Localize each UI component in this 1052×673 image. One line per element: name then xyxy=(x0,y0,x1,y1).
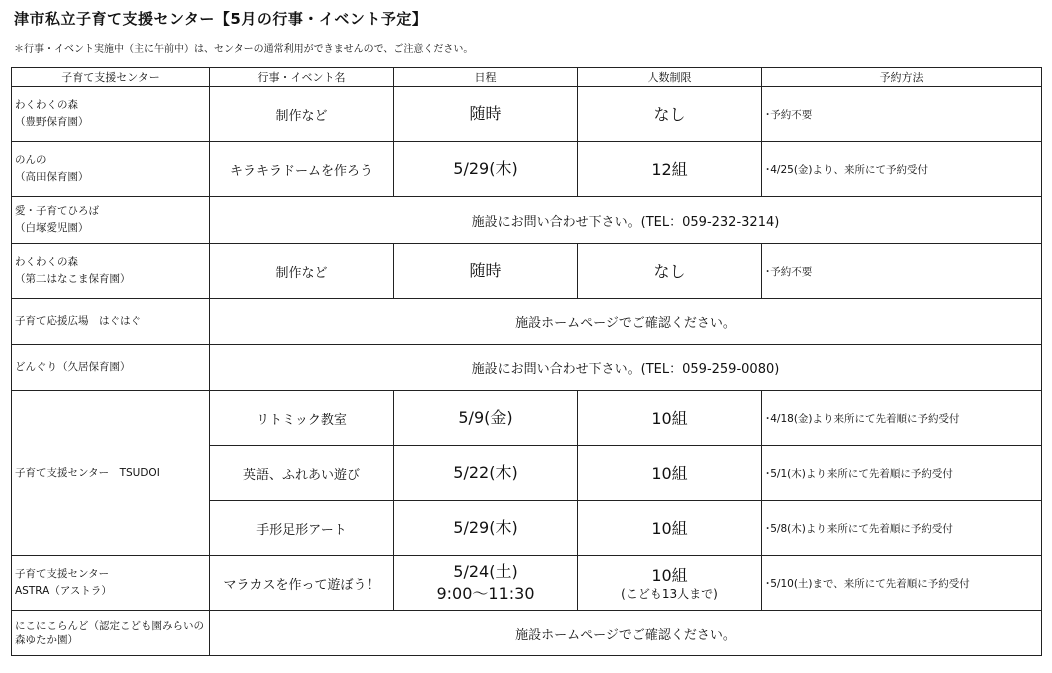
event-capacity: 10組 xyxy=(578,446,762,501)
center-cell xyxy=(12,611,210,656)
contact-notice: 施設にお問い合わせ下さい。(TEL：059-259-0080) xyxy=(210,345,1042,391)
event-reservation: ･予約不要 xyxy=(762,244,1042,299)
center-cell xyxy=(12,391,210,556)
event-capacity: なし xyxy=(578,244,762,299)
center-name: にこにこらんど（認定こども園みらいの森ゆたか園） xyxy=(15,620,204,646)
homepage-notice: 施設ホームページでご確認ください。 xyxy=(210,611,1042,656)
center-cell xyxy=(12,299,210,345)
event-reservation: ･5/8(木)より来所にて先着順に予約受付 xyxy=(762,501,1042,556)
event-name: 手形足形アート xyxy=(210,501,394,556)
center-cell xyxy=(12,345,210,391)
event-capacity: 10組 xyxy=(651,565,688,585)
contact-notice: 施設にお問い合わせ下さい。(TEL：059-232-3214) xyxy=(210,197,1042,244)
center-facility: （豊野保育園） xyxy=(15,116,89,128)
header-reservation: 予約方法 xyxy=(762,68,1042,87)
center-name: わくわくの森 xyxy=(15,99,78,111)
event-name: 制作など xyxy=(210,244,394,299)
center-cell xyxy=(12,142,210,197)
event-date: 5/29(木) xyxy=(394,142,578,197)
page-title: 津市私立子育て支援センター【5月の行事・イベント予定】 xyxy=(14,10,428,28)
header-center: 子育て支援センター xyxy=(12,68,210,87)
event-date: 随時 xyxy=(394,244,578,299)
event-capacity: なし xyxy=(578,87,762,142)
center-name: 子育て応援広場 はぐはぐ xyxy=(15,315,141,327)
event-date: 5/22(木) xyxy=(394,446,578,501)
center-facility: （白塚愛児園） xyxy=(15,222,89,234)
table-header-row xyxy=(12,68,1042,87)
event-date: 5/24(土) xyxy=(453,562,518,581)
center-name: のんの xyxy=(15,154,47,166)
center-name: 子育て支援センター TSUDOI xyxy=(15,466,160,479)
schedule-table xyxy=(11,67,1042,656)
event-name: 英語、ふれあい遊び xyxy=(210,446,394,501)
event-capacity: 12組 xyxy=(578,142,762,197)
center-facility: （高田保育園） xyxy=(15,171,89,183)
table-row xyxy=(12,391,1042,446)
event-reservation: ･4/25(金)より、来所にて予約受付 xyxy=(762,142,1042,197)
center-facility: （第二はなこま保育園） xyxy=(15,273,131,285)
table-row xyxy=(12,556,1042,611)
event-capacity-cell xyxy=(578,556,762,611)
table-row xyxy=(12,345,1042,391)
table-row xyxy=(12,142,1042,197)
header-capacity: 人数制限 xyxy=(578,68,762,87)
header-date: 日程 xyxy=(394,68,578,87)
page-note: ＊行事・イベント実施中（主に午前中）は、センターの通常利用ができませんので、ご注意ください。 xyxy=(14,44,474,55)
table-row xyxy=(12,197,1042,244)
table-row xyxy=(12,611,1042,656)
event-time: 9:00～11:30 xyxy=(436,584,535,603)
event-name: キラキラドームを作ろう xyxy=(210,142,394,197)
center-cell xyxy=(12,197,210,244)
table-row xyxy=(12,87,1042,142)
event-capacity-note: (こども13人まで) xyxy=(621,586,718,601)
center-name: わくわくの森 xyxy=(15,256,78,268)
event-name: 制作など xyxy=(210,87,394,142)
event-capacity: 10組 xyxy=(578,391,762,446)
event-reservation: ･予約不要 xyxy=(762,87,1042,142)
center-name: 愛・子育てひろば xyxy=(15,205,99,217)
header-event: 行事・イベント名 xyxy=(210,68,394,87)
event-reservation: ･4/18(金)より来所にて先着順に予約受付 xyxy=(762,391,1042,446)
event-capacity: 10組 xyxy=(578,501,762,556)
center-name: 子育て支援センター xyxy=(15,568,110,580)
event-date-cell xyxy=(394,556,578,611)
center-name-sub: ASTRA（アストラ） xyxy=(15,585,112,597)
center-cell xyxy=(12,556,210,611)
event-name: マラカスを作って遊ぼう！ xyxy=(210,556,394,611)
homepage-notice: 施設ホームページでご確認ください。 xyxy=(210,299,1042,345)
center-name: どんぐり（久居保育園） xyxy=(15,361,131,373)
center-cell xyxy=(12,244,210,299)
event-reservation: ･5/1(木)より来所にて先着順に予約受付 xyxy=(762,446,1042,501)
table-row xyxy=(12,299,1042,345)
event-date: 随時 xyxy=(394,87,578,142)
event-date: 5/9(金) xyxy=(394,391,578,446)
event-name: リトミック教室 xyxy=(210,391,394,446)
event-reservation: ･5/10(土)まで、来所にて先着順に予約受付 xyxy=(762,556,1042,611)
table-row xyxy=(12,244,1042,299)
event-date: 5/29(木) xyxy=(394,501,578,556)
center-cell xyxy=(12,87,210,142)
